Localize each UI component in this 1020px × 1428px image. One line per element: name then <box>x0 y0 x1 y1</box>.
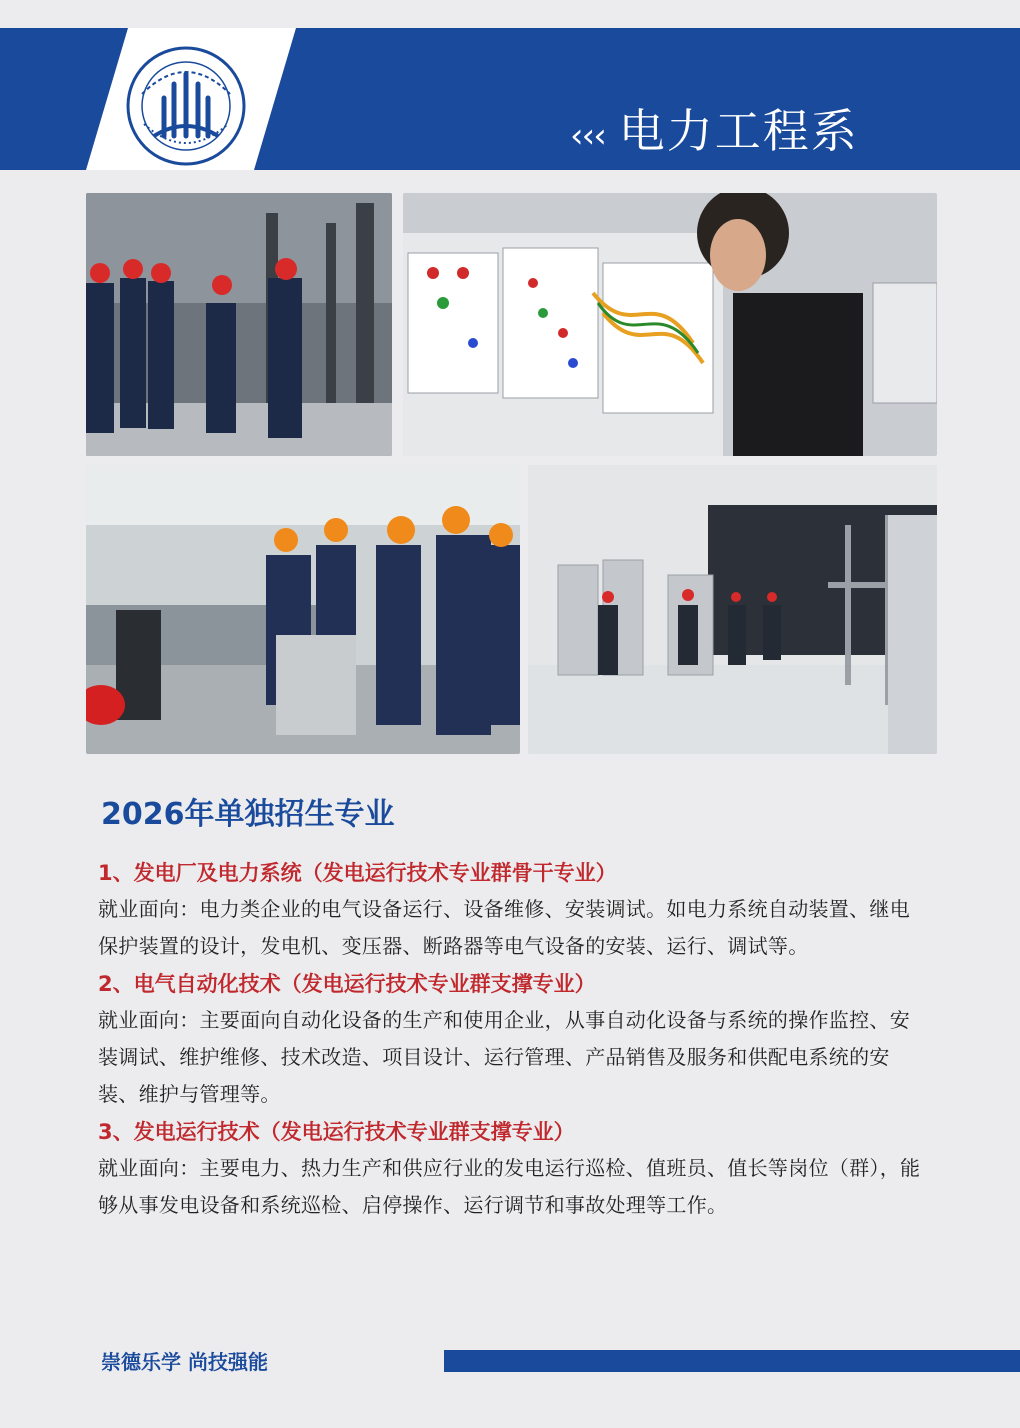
major-description: 就业面向：主要电力、热力生产和供应行业的发电运行巡检、值班员、值长等岗位（群），能够从事发电设备和系统巡检、启停操作、运行调节和事故处理等工作。 <box>98 1156 921 1217</box>
department-title <box>570 96 859 166</box>
section-title: 2026年单独招生专业 <box>101 797 395 832</box>
major-description: 就业面向：主要面向自动化设备的生产和使用企业，从事自动化设备与系统的操作监控、安装调试、维护维修、技术改造、项目设计、运行管理、产品销售及服务和供配电系统的安装、维护与管理等。 <box>98 1008 910 1106</box>
footer-slogan: 崇德乐学 尚技强能 <box>101 1350 268 1374</box>
major-title: 2、电气自动化技术（发电运行技术专业群支撑专业） <box>98 972 596 996</box>
major-title: 1、发电厂及电力系统（发电运行技术专业群骨干专业） <box>98 861 617 885</box>
major-title: 3、发电运行技术（发电运行技术专业群支撑专业） <box>98 1120 575 1144</box>
photo-switchgear-room <box>528 465 937 754</box>
photo-safety-training <box>86 193 392 456</box>
photo-control-room <box>86 465 520 754</box>
footer-bar <box>444 1350 1020 1372</box>
department-title-text: 电力工程系 <box>618 104 859 158</box>
majors-list <box>98 856 928 1226</box>
college-seal-icon <box>124 44 248 168</box>
photo-wiring-lab <box>403 193 937 456</box>
chevron-left-icon: ‹‹‹ <box>570 116 605 156</box>
major-description: 就业面向：电力类企业的电气设备运行、设备维修、安装调试。如电力系统自动装置、继电保护装置的设计，发电机、变压器、断路器等电气设备的安装、运行、调试等。 <box>98 897 910 958</box>
